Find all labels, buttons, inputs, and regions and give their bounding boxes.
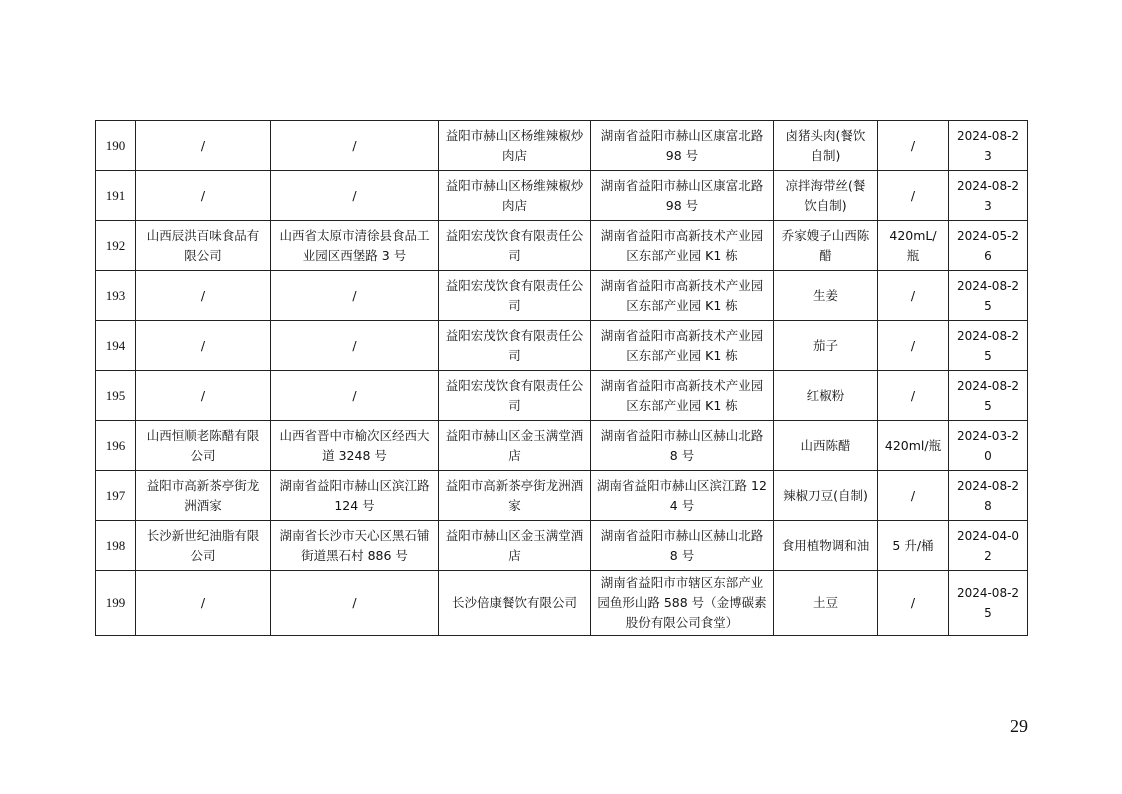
- specification: /: [878, 171, 949, 221]
- sampled-unit-address: 湖南省益阳市赫山区康富北路 98 号: [591, 121, 774, 171]
- sampled-unit-name: 益阳宏茂饮食有限责任公司: [439, 321, 591, 371]
- table-row: [96, 571, 1028, 636]
- production-date: 2024-08-25: [949, 571, 1028, 636]
- specification: 420ml/瓶: [878, 421, 949, 471]
- row-number: 196: [96, 421, 136, 471]
- sampled-unit-name: 益阳市赫山区杨维辣椒炒肉店: [439, 171, 591, 221]
- sampled-unit-address: 湖南省益阳市赫山区赫山北路 8 号: [591, 521, 774, 571]
- product-name: 生姜: [774, 271, 878, 321]
- row-number: 193: [96, 271, 136, 321]
- manufacturer-name: 山西辰洪百味食品有限公司: [136, 221, 271, 271]
- specification: /: [878, 371, 949, 421]
- production-date: 2024-03-20: [949, 421, 1028, 471]
- production-date: 2024-05-26: [949, 221, 1028, 271]
- row-number: 190: [96, 121, 136, 171]
- manufacturer-address: /: [271, 571, 439, 636]
- manufacturer-address: /: [271, 321, 439, 371]
- sampled-unit-address: 湖南省益阳市赫山区赫山北路 8 号: [591, 421, 774, 471]
- specification: /: [878, 571, 949, 636]
- sampled-unit-address: 湖南省益阳市高新技术产业园区东部产业园 K1 栋: [591, 271, 774, 321]
- table-row: [96, 421, 1028, 471]
- table-row: [96, 521, 1028, 571]
- sampled-unit-name: 长沙倍康餐饮有限公司: [439, 571, 591, 636]
- sampled-unit-name: 益阳宏茂饮食有限责任公司: [439, 221, 591, 271]
- sampled-unit-name: 益阳宏茂饮食有限责任公司: [439, 371, 591, 421]
- sampling-results-table: [95, 120, 1028, 636]
- manufacturer-name: 益阳市高新茶亭街龙洲酒家: [136, 471, 271, 521]
- specification: /: [878, 121, 949, 171]
- sampled-unit-name: 益阳市赫山区金玉满堂酒店: [439, 421, 591, 471]
- table-row: [96, 371, 1028, 421]
- manufacturer-address: 山西省晋中市榆次区经西大道 3248 号: [271, 421, 439, 471]
- row-number: 195: [96, 371, 136, 421]
- manufacturer-name: 山西恒顺老陈醋有限公司: [136, 421, 271, 471]
- sampled-unit-name: 益阳市高新茶亭街龙洲酒家: [439, 471, 591, 521]
- table-body: [96, 121, 1028, 636]
- row-number: 199: [96, 571, 136, 636]
- sampled-unit-name: 益阳市赫山区金玉满堂酒店: [439, 521, 591, 571]
- product-name: 茄子: [774, 321, 878, 371]
- sampled-unit-address: 湖南省益阳市高新技术产业园区东部产业园 K1 栋: [591, 221, 774, 271]
- production-date: 2024-08-23: [949, 171, 1028, 221]
- product-name: 土豆: [774, 571, 878, 636]
- table-row: [96, 171, 1028, 221]
- manufacturer-name: /: [136, 171, 271, 221]
- production-date: 2024-08-25: [949, 271, 1028, 321]
- sampled-unit-address: 湖南省益阳市高新技术产业园区东部产业园 K1 栋: [591, 371, 774, 421]
- table-row: [96, 221, 1028, 271]
- manufacturer-address: 湖南省长沙市天心区黑石铺街道黑石村 886 号: [271, 521, 439, 571]
- table-row: [96, 321, 1028, 371]
- manufacturer-address: /: [271, 271, 439, 321]
- row-number: 192: [96, 221, 136, 271]
- sampled-unit-address: 湖南省益阳市高新技术产业园区东部产业园 K1 栋: [591, 321, 774, 371]
- manufacturer-name: 长沙新世纪油脂有限公司: [136, 521, 271, 571]
- manufacturer-name: /: [136, 371, 271, 421]
- sampled-unit-name: 益阳市赫山区杨维辣椒炒肉店: [439, 121, 591, 171]
- production-date: 2024-08-25: [949, 371, 1028, 421]
- row-number: 191: [96, 171, 136, 221]
- product-name: 红椒粉: [774, 371, 878, 421]
- product-name: 山西陈醋: [774, 421, 878, 471]
- product-name: 凉拌海带丝(餐饮自制): [774, 171, 878, 221]
- sampled-unit-address: 湖南省益阳市赫山区滨江路 124 号: [591, 471, 774, 521]
- row-number: 194: [96, 321, 136, 371]
- manufacturer-name: /: [136, 121, 271, 171]
- manufacturer-address: /: [271, 121, 439, 171]
- specification: /: [878, 471, 949, 521]
- table-row: [96, 121, 1028, 171]
- table-row: [96, 271, 1028, 321]
- sampled-unit-address: 湖南省益阳市赫山区康富北路 98 号: [591, 171, 774, 221]
- manufacturer-address: /: [271, 171, 439, 221]
- specification: /: [878, 271, 949, 321]
- production-date: 2024-04-02: [949, 521, 1028, 571]
- row-number: 198: [96, 521, 136, 571]
- specification: 420mL/瓶: [878, 221, 949, 271]
- production-date: 2024-08-28: [949, 471, 1028, 521]
- sampled-unit-address: 湖南省益阳市市辖区东部产业园鱼形山路 588 号（金博碳素股份有限公司食堂）: [591, 571, 774, 636]
- page-number: 29: [1010, 716, 1028, 736]
- row-number: 197: [96, 471, 136, 521]
- specification: /: [878, 321, 949, 371]
- manufacturer-name: /: [136, 271, 271, 321]
- production-date: 2024-08-25: [949, 321, 1028, 371]
- manufacturer-address: 湖南省益阳市赫山区滨江路 124 号: [271, 471, 439, 521]
- specification: 5 升/桶: [878, 521, 949, 571]
- manufacturer-address: /: [271, 371, 439, 421]
- product-name: 卤猪头肉(餐饮自制): [774, 121, 878, 171]
- product-name: 食用植物调和油: [774, 521, 878, 571]
- product-name: 乔家嫂子山西陈醋: [774, 221, 878, 271]
- manufacturer-name: /: [136, 571, 271, 636]
- product-name: 辣椒刀豆(自制): [774, 471, 878, 521]
- manufacturer-address: 山西省太原市清徐县食品工业园区西堡路 3 号: [271, 221, 439, 271]
- table-row: [96, 471, 1028, 521]
- sampled-unit-name: 益阳宏茂饮食有限责任公司: [439, 271, 591, 321]
- manufacturer-name: /: [136, 321, 271, 371]
- production-date: 2024-08-23: [949, 121, 1028, 171]
